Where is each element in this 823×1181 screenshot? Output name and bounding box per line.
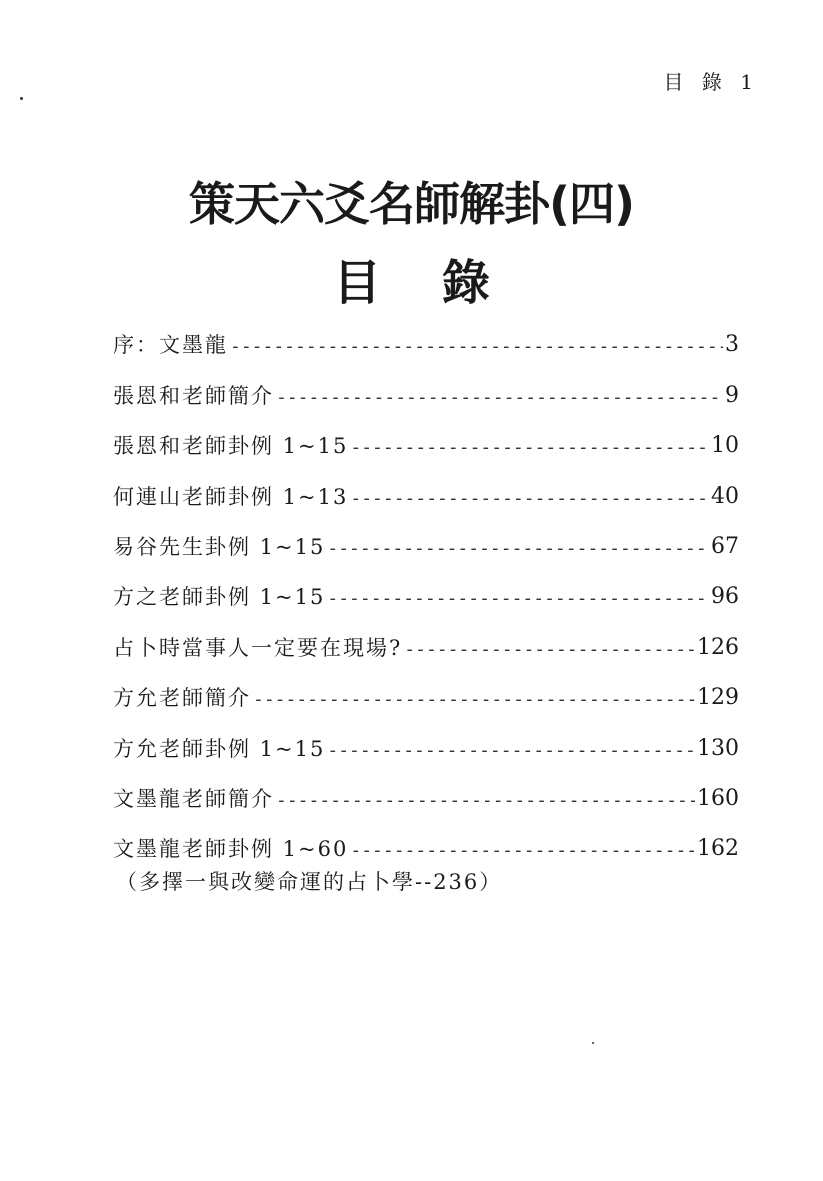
- scan-speck: [592, 1042, 594, 1044]
- page-number: 1: [740, 70, 759, 94]
- toc-dot-leader: [327, 540, 709, 558]
- toc-dot-leader: [253, 691, 695, 709]
- toc-entry-page: 129: [697, 685, 739, 711]
- toc-entry[interactable]: [113, 614, 739, 664]
- toc-entry-page: 9: [725, 382, 739, 408]
- toc-entry-page: 40: [711, 483, 739, 509]
- footnote: （多擇一與改變命運的占卜學--236）: [116, 870, 503, 894]
- toc-entry-label: 占卜時當事人一定要在現場?: [113, 635, 403, 660]
- toc-entry-label: 方允老師簡介: [113, 686, 251, 711]
- toc-dot-leader: [276, 792, 695, 810]
- toc-entry-label: 方允老師卦例 1~15: [113, 736, 326, 761]
- toc-dot-leader: [276, 389, 723, 407]
- toc-entry-label: 方之老師卦例 1~15: [113, 585, 326, 610]
- toc-dot-leader: [327, 590, 709, 608]
- toc-entry[interactable]: [113, 312, 739, 362]
- toc-entry-label: 張恩和老師卦例 1~15: [113, 434, 349, 459]
- toc-dot-leader: [350, 439, 709, 457]
- toc-entry[interactable]: [113, 413, 739, 463]
- toc-heading: 目 錄: [333, 255, 512, 311]
- toc-dot-leader: [350, 490, 709, 508]
- table-of-contents: [113, 312, 739, 866]
- toc-entry-page: 96: [711, 584, 739, 610]
- toc-entry[interactable]: [113, 514, 739, 564]
- toc-entry-label: 張恩和老師簡介: [113, 383, 274, 408]
- toc-entry-page: 162: [697, 836, 739, 862]
- toc-entry[interactable]: [113, 766, 739, 816]
- toc-dot-leader: [404, 641, 695, 659]
- toc-entry-page: 130: [697, 735, 739, 761]
- running-title: 目 錄: [663, 70, 728, 94]
- toc-entry-page: 67: [711, 533, 739, 559]
- toc-entry[interactable]: [113, 564, 739, 614]
- toc-entry[interactable]: [113, 362, 739, 412]
- toc-entry-label: 易谷先生卦例 1~15: [113, 534, 326, 559]
- toc-entry-page: 126: [697, 634, 739, 660]
- toc-entry[interactable]: [113, 816, 739, 866]
- toc-entry-label: 何連山老師卦例 1~13: [113, 484, 349, 509]
- toc-entry[interactable]: [113, 715, 739, 765]
- toc-dot-leader: [350, 842, 695, 860]
- toc-entry-label: 文墨龍老師卦例 1~60: [113, 837, 349, 862]
- toc-entry-page: 10: [711, 433, 739, 459]
- page-header: [664, 66, 759, 95]
- toc-entry-label: 文墨龍老師簡介: [113, 786, 274, 811]
- toc-entry-page: 3: [725, 332, 739, 358]
- toc-dot-leader: [230, 338, 723, 356]
- toc-entry-label: 序：文墨龍: [113, 333, 228, 358]
- toc-entry[interactable]: [113, 665, 739, 715]
- scan-speck: [20, 97, 23, 100]
- book-title: 策天六爻名師解卦(四): [188, 177, 635, 231]
- toc-entry[interactable]: [113, 463, 739, 513]
- toc-entry-page: 160: [697, 785, 739, 811]
- toc-dot-leader: [327, 742, 695, 760]
